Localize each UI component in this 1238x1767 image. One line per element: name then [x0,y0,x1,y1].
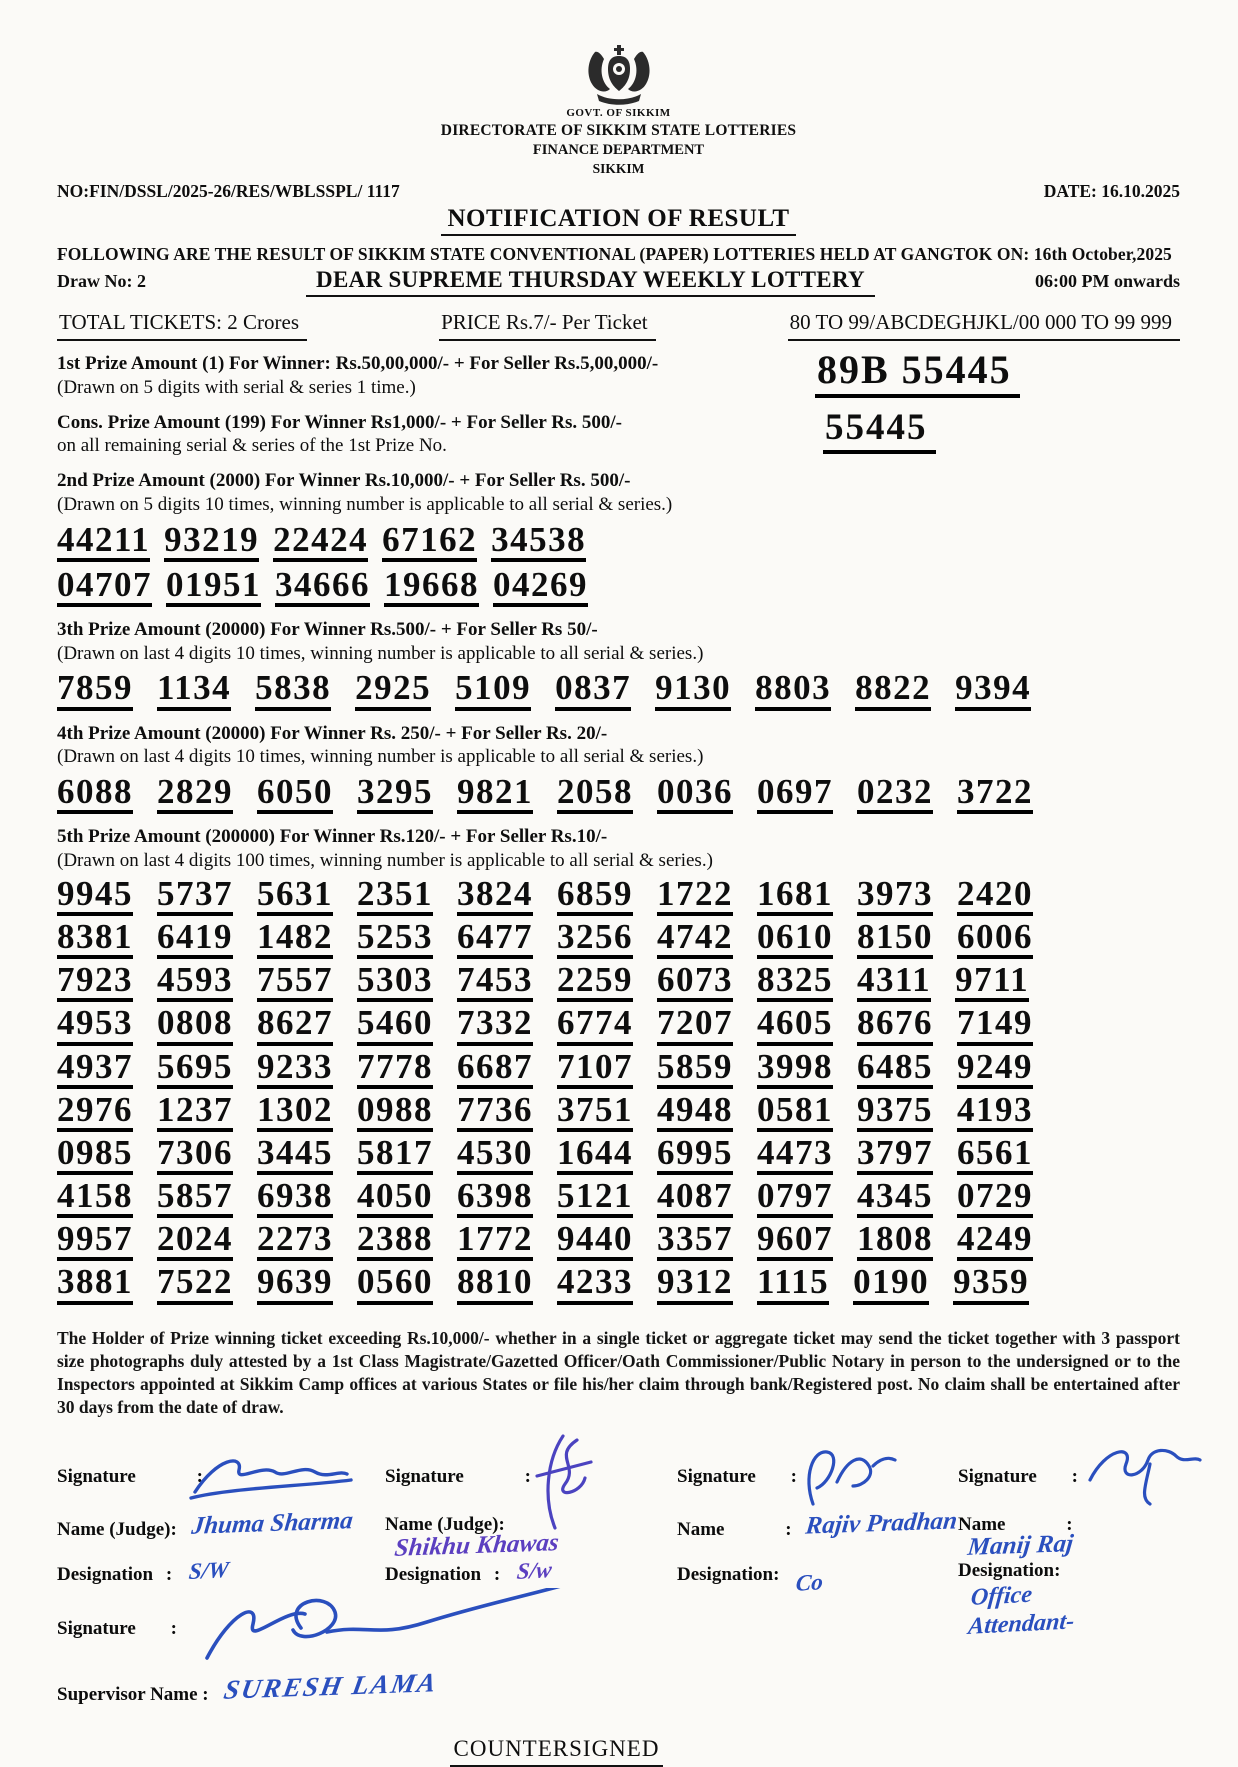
winning-number: 1302 [257,1094,333,1132]
winning-number: 34666 [275,569,370,607]
winning-number: 3973 [857,878,933,916]
winning-number: 4087 [657,1180,733,1218]
winning-number: 01951 [166,569,261,607]
winning-number: 5737 [157,878,233,916]
winning-number: 2420 [957,878,1033,916]
winning-number: 7453 [457,964,533,1002]
judge2-name-handwriting: Shikhu Khawas [393,1528,561,1562]
winning-number: 1808 [857,1223,933,1261]
prize-section-5th [57,825,1180,1304]
winning-number: 1644 [557,1137,633,1175]
winning-number: 34538 [491,524,586,562]
winning-number: 4530 [457,1137,533,1175]
winning-number: 22424 [273,524,368,562]
prize-section-3th [57,618,1180,711]
winning-number: 4249 [957,1223,1033,1261]
winning-number: 8381 [57,921,133,959]
winning-number: 3751 [557,1094,633,1132]
winning-number: 2259 [557,964,633,1002]
winning-number-row [57,873,1180,916]
winning-number: 93219 [164,524,259,562]
prize-draw-detail: on all remaining serial & series of the 1st Prize No. [57,435,447,457]
winning-number: 3881 [57,1266,133,1304]
supervisor-name-label: Supervisor Name : [57,1683,209,1705]
winning-number: 2976 [57,1094,133,1132]
winning-number: 3445 [257,1137,333,1175]
winning-number: 9130 [655,672,731,710]
prize-heading: 3th Prize Amount (20000) For Winner Rs.500/- + For Seller Rs 50/- [57,618,598,640]
winning-number: 9394 [955,672,1031,710]
winning-number-row [57,916,1180,959]
prize-section-2nd [57,469,1180,607]
org-name: DIRECTORATE OF SIKKIM STATE LOTTERIES [440,122,797,139]
winning-number: 1482 [257,921,333,959]
winning-number: 1722 [657,878,733,916]
winning-number: 9359 [953,1266,1029,1304]
winning-number: 7149 [957,1007,1033,1045]
judge4-name-handwriting: Manij Raj [966,1529,1075,1561]
winning-number-row [57,1176,1180,1218]
winning-number: 0988 [357,1094,433,1132]
signature-label: Signature : [57,1617,177,1639]
winning-number: 7778 [357,1051,433,1089]
winning-number: 5303 [357,964,433,1002]
winning-number: 55445 [823,411,936,454]
winning-number: 4948 [657,1094,733,1132]
winning-number: 1115 [757,1266,829,1304]
winning-number: 5253 [357,921,433,959]
winning-number: 5857 [157,1180,233,1218]
signature-label: Signature : [57,1465,203,1487]
winning-number: 4473 [757,1137,833,1175]
winning-number: 4233 [557,1266,633,1304]
ticket-info-row [57,310,1180,341]
winning-number: 7332 [457,1007,533,1045]
designation-label: Designation : [385,1563,501,1585]
supervisor-name-handwriting: SURESH LAMA [222,1667,441,1705]
winning-number: 4345 [857,1180,933,1218]
signature-block [57,1465,1180,1640]
signature-label: Signature : [385,1465,531,1487]
winning-number: 4193 [957,1094,1033,1132]
winning-number: 0610 [757,921,833,959]
prize-heading: 5th Prize Amount (200000) For Winner Rs.120/- + For Seller Rs.10/- [57,826,608,848]
judge2-designation-handwriting: S/w [515,1556,553,1584]
draw-number: Draw No: 2 [57,271,146,291]
winning-number: 6477 [457,921,533,959]
org-department: FINANCE DEPARTMENT [532,142,705,158]
prize-draw-detail: (Drawn on 5 digits with serial & series 1 time.) [57,376,416,398]
winning-number: 5859 [657,1051,733,1089]
winning-number: 1772 [457,1223,533,1261]
winning-number: 0190 [853,1266,929,1304]
countersigned: COUNTERSIGNED [57,1736,1180,1767]
signature-label: Signature : [958,1465,1078,1487]
winning-number: 2388 [357,1223,433,1261]
prize-draw-detail: (Drawn on last 4 digits 100 times, winning number is applicable to all serial & series.) [57,850,713,871]
judge4-signature-ink [1076,1440,1206,1512]
name-field-1 [57,1506,385,1560]
winning-number: 7207 [657,1007,733,1045]
winning-number: 4605 [757,1007,833,1045]
winning-number: 8803 [755,672,831,710]
winning-number: 1237 [157,1094,233,1132]
winning-number: 4593 [157,964,233,1002]
name-label: Name : [958,1513,1073,1535]
winning-number: 9440 [557,1223,633,1261]
designation-field-4 [958,1559,1180,1640]
org-state: SIKKIM [592,161,645,176]
winning-number: 0729 [957,1180,1033,1218]
signature-field-3 [677,1466,958,1514]
winning-number: 9375 [857,1094,933,1132]
winning-number: 7736 [457,1094,533,1132]
winning-number: 0560 [357,1266,433,1304]
winning-number: 7522 [157,1266,233,1304]
document-date: DATE: 16.10.2025 [1043,181,1180,201]
winning-number: 1134 [157,672,231,710]
name-field-2 [385,1514,677,1560]
name-label: Name (Judge): [57,1518,177,1540]
header [57,44,1180,106]
winning-number: 04707 [57,569,152,607]
name-field-4 [958,1514,1180,1560]
winning-number: 0985 [57,1137,133,1175]
winning-number: 7306 [157,1137,233,1175]
winning-number-row [57,668,1180,710]
winning-number: 67162 [382,524,477,562]
winning-number: 9312 [657,1266,733,1304]
designation-field-1 [57,1556,385,1606]
judge4-designation-handwriting: Office Attendant- [967,1581,1076,1640]
winning-number: 8676 [857,1007,933,1045]
winning-number-row [57,772,1180,814]
winning-number: 4311 [857,964,931,1002]
winning-number: 4742 [657,921,733,959]
winning-number: 9639 [257,1266,333,1304]
winning-number: 3824 [457,878,533,916]
winning-number: 2273 [257,1223,333,1261]
winning-number: 5109 [455,672,531,710]
winning-number: 5817 [357,1137,433,1175]
designation-label: Designation: [958,1559,1061,1581]
name-label: Name (Judge): [385,1513,505,1535]
winning-number: 2058 [557,776,633,814]
prize-section-1st [57,347,1180,400]
prize-section-4th [57,722,1180,815]
winning-number: 6774 [557,1007,633,1045]
prize-heading: 2nd Prize Amount (2000) For Winner Rs.10,000/- + For Seller Rs. 500/- [57,470,631,491]
govt-of-sikkim-emblem-icon [581,44,657,106]
winning-number: 6088 [57,776,133,814]
winning-number-row [57,1046,1180,1089]
prize-heading: 4th Prize Amount (20000) For Winner Rs. 250/- + For Seller Rs. 20/- [57,722,608,744]
winning-number: 0837 [555,672,631,710]
supervisor-signature-field [57,1618,1180,1670]
name-label: Name : [677,1518,792,1540]
total-tickets: TOTAL TICKETS: 2 Crores [57,310,307,341]
winning-number: 7859 [57,672,133,710]
result-statement: FOLLOWING ARE THE RESULT OF SIKKIM STATE CONVENTIONAL (PAPER) LOTTERIES HELD AT GANGTOK ON: 16th October,2025 [57,244,1172,264]
winning-number: 6050 [257,776,333,814]
signature-field-2 [385,1466,677,1514]
winning-number: 89B 55445 [815,352,1020,398]
winning-number: 4937 [57,1051,133,1089]
draw-time: 06:00 PM onwards [1035,271,1180,291]
name-field-3 [677,1507,959,1560]
prize-sections [57,347,1180,1305]
winning-number: 8325 [757,964,833,1002]
winning-number: 5695 [157,1051,233,1089]
winning-number: 1681 [757,878,833,916]
winning-number: 0036 [657,776,733,814]
winning-number: 3256 [557,921,633,959]
designation-label: Designation: [677,1563,780,1585]
winning-number: 44211 [57,524,150,562]
winning-number: 2829 [157,776,233,814]
designation-field-3 [677,1560,958,1606]
judge3-designation-handwriting: Co [795,1569,825,1596]
winning-number: 3998 [757,1051,833,1089]
judge3-name-handwriting: Rajiv Pradhan [804,1507,959,1540]
winning-number: 7557 [257,964,333,1002]
winning-number: 4158 [57,1180,133,1218]
supervisor-name-field [57,1667,1180,1722]
judge1-designation-handwriting: S/W [187,1556,230,1584]
winning-number: 6995 [657,1137,733,1175]
winning-number: 8810 [457,1266,533,1304]
winning-number: 9607 [757,1223,833,1261]
winning-number: 6073 [657,964,733,1002]
lottery-name: DEAR SUPREME THURSDAY WEEKLY LOTTERY [306,267,875,297]
winning-number: 3797 [857,1137,933,1175]
winning-number: 5121 [557,1180,633,1218]
winning-number: 0808 [157,1007,233,1045]
winning-number: 4953 [57,1007,133,1045]
winning-number-row [57,564,1180,607]
judge1-signature-ink [187,1452,357,1504]
winning-number: 7107 [557,1051,633,1089]
winning-number-row [57,1262,1180,1304]
winning-number: 0797 [757,1180,833,1218]
winning-number: 8627 [257,1007,333,1045]
winning-number: 3722 [957,776,1033,814]
winning-number: 9945 [57,878,133,916]
judge1-name-handwriting: Jhuma Sharma [189,1506,354,1540]
winning-number: 3295 [357,776,433,814]
prize-heading: Cons. Prize Amount (199) For Winner Rs1,000/- + For Seller Rs. 500/- [57,411,622,433]
winning-number-row [57,960,1180,1002]
winning-number: 6938 [257,1180,333,1218]
winning-number: 9711 [955,964,1029,1002]
winning-number: 9957 [57,1223,133,1261]
winning-number: 0232 [857,776,933,814]
prize-draw-detail: (Drawn on last 4 digits 10 times, winning number is applicable to all serial & series.) [57,642,704,664]
winning-number: 5460 [357,1007,433,1045]
winning-number: 6485 [857,1051,933,1089]
winning-number-row [57,1132,1180,1175]
winning-number-row [57,519,1180,562]
winning-number: 9249 [957,1051,1033,1089]
winning-number: 6006 [957,921,1033,959]
winning-number: 19668 [384,569,479,607]
winning-number: 0697 [757,776,833,814]
prize-heading: 1st Prize Amount (1) For Winner: Rs.50,00,000/- + For Seller Rs.5,00,000/- [57,353,659,374]
winning-number-row [57,1219,1180,1261]
winning-number: 3357 [657,1223,733,1261]
winning-number: 7923 [57,964,133,1002]
winning-number: 9233 [257,1051,333,1089]
winning-number: 8150 [857,921,933,959]
winning-number: 6398 [457,1180,533,1218]
ticket-price: PRICE Rs.7/- Per Ticket [439,310,656,341]
designation-label: Designation : [57,1563,173,1585]
winning-number-row [57,1003,1180,1045]
reference-number: NO:FIN/DSSL/2025-26/RES/WBLSSPL/ 1117 [57,181,400,201]
winning-number: 04269 [493,569,588,607]
winning-number: 2925 [355,672,431,710]
winning-number: 5838 [255,672,331,710]
prize-section-cons [57,406,1180,459]
winning-number: 5631 [257,878,333,916]
page-title: NOTIFICATION OF RESULT [57,205,1180,233]
ticket-number-range: 80 TO 99/ABCDEGHJKL/00 000 TO 99 999 [788,310,1180,341]
winning-number: 4050 [357,1180,433,1218]
winning-number: 9821 [457,776,533,814]
winning-number: 0581 [757,1094,833,1132]
winning-number-row [57,1089,1180,1132]
reference-row [57,181,1180,202]
prize-draw-detail: (Drawn on 5 digits 10 times, winning number is applicable to all serial & series.) [57,493,673,515]
signature-field-4 [958,1466,1180,1514]
winning-number: 6687 [457,1051,533,1089]
claim-instructions: The Holder of Prize winning ticket exceeding Rs.10,000/- whether in a single ticket or aggregate ticket may send the ticket together with 3 passport size photographs duly attested by a 1st Class Magistrate/Gazetted Officer/Oath Commissioner/Public Notary in person to the undersigned or to the Inspectors appointed at Sikkim Camp offices at various States or file his/her claim through bank/Registered post. No claim shall be entertained after 30 days from the date of draw. [57,1327,1180,1418]
emblem-caption: GOVT. OF SIKKIM [566,107,671,119]
signature-field-1 [57,1466,385,1514]
winning-number: 6419 [157,921,233,959]
winning-number: 2351 [357,878,433,916]
designation-field-2 [385,1556,677,1606]
winning-number: 2024 [157,1223,233,1261]
prize-draw-detail: (Drawn on last 4 digits 10 times, winning number is applicable to all serial & series.) [57,746,704,768]
judge3-signature-ink [795,1442,905,1512]
winning-number: 8822 [855,672,931,710]
winning-number: 6859 [557,878,633,916]
signature-label: Signature : [677,1465,797,1487]
winning-number: 6561 [957,1137,1033,1175]
draw-row [57,267,1180,297]
